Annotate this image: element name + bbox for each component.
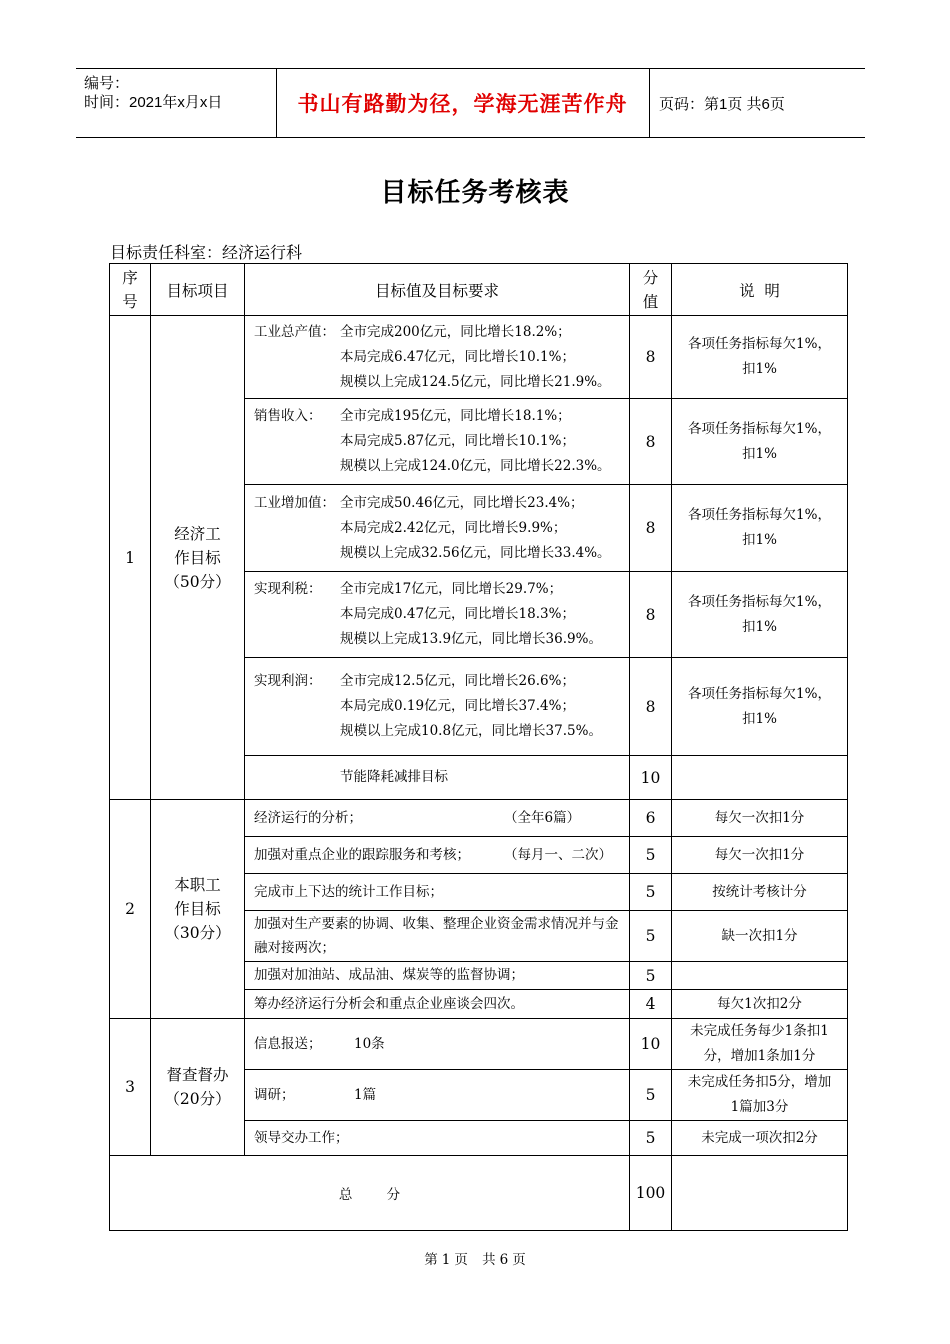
note-cell: 每欠一次扣1分 bbox=[672, 837, 848, 874]
note-cell: 每欠1次扣2分 bbox=[672, 990, 848, 1019]
group-item: 本职工 作目标 （30分） bbox=[151, 800, 245, 1019]
note-cell: 各项任务指标每欠1%， 扣1% bbox=[672, 399, 848, 485]
header-seq: 序 号 bbox=[110, 264, 151, 316]
total-row bbox=[110, 1156, 848, 1231]
time-label: 时间：2021年x月x日 bbox=[84, 94, 223, 111]
assessment-table bbox=[109, 263, 848, 1231]
score-cell: 8 bbox=[630, 316, 672, 399]
group-seq: 1 bbox=[110, 316, 151, 800]
requirement-cell: 完成市上下达的统计工作目标； bbox=[245, 874, 630, 911]
motto-text: 书山有路勤为径，学海无涯苦作舟 bbox=[297, 93, 628, 116]
header-meta-cell bbox=[76, 69, 277, 137]
group-item: 督查督办 （20分） bbox=[151, 1019, 245, 1156]
total-note-cell bbox=[672, 1156, 848, 1231]
score-cell: 5 bbox=[630, 911, 672, 962]
note-cell: 各项任务指标每欠1%， 扣1% bbox=[672, 316, 848, 399]
group-seq: 3 bbox=[110, 1019, 151, 1156]
page-info: 页码：第1页 共6页 bbox=[659, 95, 785, 113]
number-label: 编号： bbox=[84, 75, 130, 92]
note-cell: 各项任务指标每欠1%， 扣1% bbox=[672, 572, 848, 658]
header-motto-cell bbox=[276, 69, 650, 137]
requirement-cell: 调研； 1篇 bbox=[245, 1070, 630, 1121]
score-cell: 8 bbox=[630, 399, 672, 485]
score-cell: 5 bbox=[630, 1121, 672, 1156]
score-cell: 5 bbox=[630, 1070, 672, 1121]
requirement-cell: 领导交办工作； bbox=[245, 1121, 630, 1156]
note-cell bbox=[672, 962, 848, 990]
note-cell: 各项任务指标每欠1%， 扣1% bbox=[672, 658, 848, 756]
requirement-cell: 节能降耗减排目标 bbox=[245, 756, 630, 800]
requirement-cell: 工业总产值： 全市完成200亿元，同比增长18.2%； 本局完成6.47亿元，同比增长10.1%； 规模以上完成124.5亿元，同比增长21.9%。 bbox=[245, 316, 630, 399]
score-cell: 10 bbox=[630, 756, 672, 800]
requirement-cell: 加强对重点企业的跟踪服务和考核； （每月一、二次） bbox=[245, 837, 630, 874]
note-cell: 缺一次扣1分 bbox=[672, 911, 848, 962]
total-label: 总 分 bbox=[110, 1156, 630, 1231]
header-page-cell bbox=[650, 69, 865, 137]
requirement-cell: 筹办经济运行分析会和重点企业座谈会四次。 bbox=[245, 990, 630, 1019]
requirement-cell: 信息报送； 10条 bbox=[245, 1019, 630, 1070]
note-cell: 按统计考核计分 bbox=[672, 874, 848, 911]
score-cell: 5 bbox=[630, 962, 672, 990]
requirement-cell: 加强对加油站、成品油、煤炭等的监督协调； bbox=[245, 962, 630, 990]
requirement-cell: 工业增加值： 全市完成50.46亿元，同比增长23.4%； 本局完成2.42亿元，同比增长9.9%； 规模以上完成32.56亿元，同比增长33.4%。 bbox=[245, 485, 630, 572]
score-cell: 8 bbox=[630, 658, 672, 756]
table-row bbox=[110, 1019, 848, 1070]
requirement-cell: 加强对生产要素的协调、收集、整理企业资金需求情况并与金融对接两次； bbox=[245, 911, 630, 962]
note-cell bbox=[672, 756, 848, 800]
header-requirement: 目标值及目标要求 bbox=[245, 264, 630, 316]
table-header-row bbox=[110, 264, 848, 316]
note-cell: 各项任务指标每欠1%， 扣1% bbox=[672, 485, 848, 572]
note-cell: 每欠一次扣1分 bbox=[672, 800, 848, 837]
note-cell: 未完成任务每少1条扣1 分，增加1条加1分 bbox=[672, 1019, 848, 1070]
document-header bbox=[76, 68, 865, 138]
score-cell: 8 bbox=[630, 572, 672, 658]
requirement-cell: 实现利税： 全市完成17亿元，同比增长29.7%； 本局完成0.47亿元，同比增长18.3%； 规模以上完成13.9亿元，同比增长36.9%。 bbox=[245, 572, 630, 658]
table-row bbox=[110, 800, 848, 837]
requirement-cell: 经济运行的分析； （全年6篇） bbox=[245, 800, 630, 837]
header-score: 分 值 bbox=[630, 264, 672, 316]
requirement-cell: 实现利润： 全市完成12.5亿元，同比增长26.6%； 本局完成0.19亿元，同比增长37.4%； 规模以上完成10.8亿元，同比增长37.5%。 bbox=[245, 658, 630, 756]
group-seq: 2 bbox=[110, 800, 151, 1019]
total-score: 100 bbox=[630, 1156, 672, 1231]
score-cell: 6 bbox=[630, 800, 672, 837]
header-item: 目标项目 bbox=[151, 264, 245, 316]
page-footer: 第 1 页 共 6 页 bbox=[424, 1252, 526, 1268]
score-cell: 4 bbox=[630, 990, 672, 1019]
group-item: 经济工 作目标 （50分） bbox=[151, 316, 245, 800]
score-cell: 5 bbox=[630, 874, 672, 911]
header-note: 说 明 bbox=[672, 264, 848, 316]
page-title: 目标任务考核表 bbox=[380, 177, 570, 207]
score-cell: 8 bbox=[630, 485, 672, 572]
department-label: 目标责任科室：经济运行科 bbox=[110, 243, 303, 262]
score-cell: 5 bbox=[630, 837, 672, 874]
note-cell: 未完成一项次扣2分 bbox=[672, 1121, 848, 1156]
note-cell: 未完成任务扣5分，增加 1篇加3分 bbox=[672, 1070, 848, 1121]
requirement-cell: 销售收入： 全市完成195亿元，同比增长18.1%； 本局完成5.87亿元，同比增长10.1%； 规模以上完成124.0亿元，同比增长22.3%。 bbox=[245, 399, 630, 485]
table-row bbox=[110, 316, 848, 399]
score-cell: 10 bbox=[630, 1019, 672, 1070]
